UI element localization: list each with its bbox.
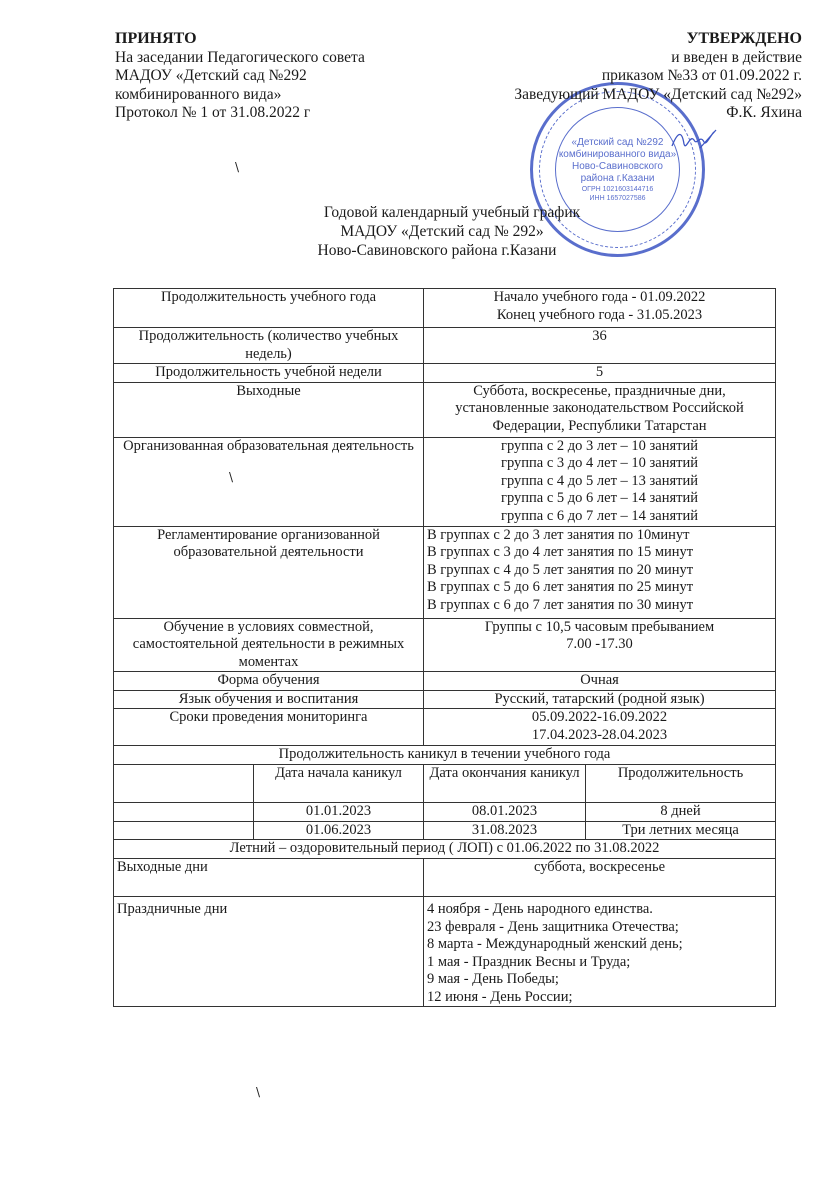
- signature-icon: [670, 126, 720, 154]
- accepted-line: Протокол № 1 от 31.08.2022 г: [115, 104, 311, 121]
- table-row: [114, 328, 776, 364]
- row-label: Выходные дни: [114, 859, 424, 897]
- approved-heading: УТВЕРЖДЕНО: [686, 30, 802, 47]
- vacation-cell: [114, 803, 254, 822]
- value-line: Конец учебного года - 31.05.2023: [496, 306, 703, 323]
- table-row: [114, 382, 776, 437]
- title-line-3: Ново-Савиновского района г.Казани: [317, 242, 557, 259]
- value-line: группа с 4 до 5 лет – 13 занятий: [501, 472, 698, 489]
- vacation-end: 08.01.2023: [424, 803, 586, 822]
- row-label: Регламентирование организованной образовательной деятельности: [114, 526, 424, 618]
- row-value: [424, 618, 776, 672]
- stamp-line: комбинированного вида»: [558, 148, 677, 160]
- value-line: Федерации, Республики Татарстан: [492, 417, 707, 434]
- vacation-row: [114, 803, 776, 822]
- stamp-line: района г.Казани: [580, 172, 655, 184]
- row-value: [424, 437, 776, 526]
- row-label: Продолжительность учебной недели: [114, 364, 424, 383]
- value-line: В группах с 4 до 5 лет занятия по 20 минут: [427, 561, 694, 578]
- value-line: 7.00 -17.30: [566, 636, 633, 652]
- value-line: группа с 2 до 3 лет – 10 занятий: [501, 437, 698, 454]
- row-label: Продолжительность (количество учебных недель): [114, 328, 424, 364]
- section-title: Летний – оздоровительный период ( ЛОП) с 01.06.2022 по 31.08.2022: [114, 840, 776, 859]
- row-value: суббота, воскресенье: [424, 859, 776, 897]
- column-header: Дата окончания каникул: [424, 765, 586, 803]
- value-line: 17.04.2023-28.04.2023: [531, 726, 668, 743]
- row-label: Продолжительность учебного года: [114, 289, 424, 328]
- holiday-line: 23 февраля - День защитника Отечества;: [427, 918, 679, 935]
- value-line: В группах с 6 до 7 лет занятия по 30 минут: [427, 596, 694, 613]
- value-line: Группы с 10,5 часовым пребыванием: [484, 618, 715, 635]
- table-row: [114, 437, 776, 526]
- approved-line: и введен в действие: [671, 48, 802, 66]
- row-value: 36: [424, 328, 776, 364]
- table-row: [114, 672, 776, 691]
- approved-line: Ф.К. Яхина: [726, 104, 802, 121]
- document-title: [0, 203, 834, 260]
- stamp-line: «Детский сад №292: [571, 136, 664, 148]
- row-label: Выходные: [114, 382, 424, 437]
- approved-line: приказом №33 от 01.09.2022 г.: [601, 67, 802, 84]
- value-line: установленные законодательством Российской: [455, 400, 744, 416]
- holiday-line: 1 мая - Праздник Весны и Труда;: [427, 953, 631, 970]
- holiday-line: 9 мая - День Победы;: [427, 971, 559, 987]
- value-line: группа с 3 до 4 лет – 10 занятий: [501, 455, 698, 471]
- title-line-2: МАДОУ «Детский сад № 292»: [340, 223, 544, 240]
- row-value: [424, 526, 776, 618]
- holiday-line: 4 ноября - День народного единства.: [427, 901, 653, 917]
- table-row: [114, 526, 776, 618]
- accepted-line: комбинированного вида»: [115, 85, 282, 103]
- approved-block: [514, 30, 802, 123]
- stamp-ogrn: ОГРН 1021603144716: [581, 185, 654, 193]
- value-line: В группах с 2 до 3 лет занятия по 10минут: [427, 526, 690, 543]
- stamp-line: Ново-Савиновского: [572, 160, 663, 172]
- table-row: [114, 859, 776, 897]
- value-line: группа с 6 до 7 лет – 14 занятий: [501, 507, 698, 524]
- table-row: [114, 364, 776, 383]
- table-row: [114, 897, 776, 1007]
- vacation-row: [114, 821, 776, 840]
- table-row: [114, 690, 776, 709]
- vacation-header-row: [114, 765, 776, 803]
- row-label: Обучение в условиях совместной, самостоятельной деятельности в режимных моментах: [114, 618, 424, 672]
- accepted-line: На заседании Педагогического совета: [115, 48, 365, 66]
- column-header: [114, 765, 254, 803]
- vacation-section-header: [114, 746, 776, 765]
- accepted-heading: ПРИНЯТО: [115, 30, 197, 47]
- row-label: Организованная образовательная деятельность: [114, 437, 424, 526]
- value-line: Суббота, воскресенье, праздничные дни,: [473, 382, 726, 399]
- value-line: Начало учебного года - 01.09.2022: [493, 289, 706, 305]
- table-row: [114, 618, 776, 672]
- row-value: [424, 289, 776, 328]
- row-label: Форма обучения: [114, 672, 424, 691]
- stamp-inn: ИНН 1657027586: [589, 194, 646, 202]
- accepted-block: [115, 30, 365, 123]
- row-value: [424, 897, 776, 1007]
- vacation-duration: Три летних месяца: [586, 821, 776, 840]
- column-header: Дата начала каникул: [254, 765, 424, 803]
- vacation-cell: [114, 821, 254, 840]
- table-row: [114, 289, 776, 328]
- vacation-duration: 8 дней: [586, 803, 776, 822]
- row-value: 5: [424, 364, 776, 383]
- row-label: Сроки проведения мониторинга: [114, 709, 424, 746]
- holiday-line: 12 июня - День России;: [427, 988, 573, 1005]
- scan-mark: \: [229, 470, 234, 484]
- summer-section-header: [114, 840, 776, 859]
- title-line-1: Годовой календарный учебный график: [323, 204, 581, 221]
- vacation-start: 01.01.2023: [254, 803, 424, 822]
- table-row: [114, 709, 776, 746]
- row-value: Русский, татарский (родной язык): [424, 690, 776, 709]
- value-line: 05.09.2022-16.09.2022: [531, 709, 668, 725]
- value-line: В группах с 3 до 4 лет занятия по 15 минут: [427, 544, 694, 560]
- vacation-start: 01.06.2023: [254, 821, 424, 840]
- vacation-end: 31.08.2023: [424, 821, 586, 840]
- approved-line: Заведующий МАДОУ «Детский сад №292»: [514, 85, 802, 103]
- scan-mark: \: [256, 1085, 261, 1099]
- section-title: Продолжительность каникул в течении учебного года: [114, 746, 776, 765]
- value-line: В группах с 5 до 6 лет занятия по 25 минут: [427, 579, 694, 595]
- row-label: Праздничные дни: [114, 897, 424, 1007]
- value-line: группа с 5 до 6 лет – 14 занятий: [501, 490, 698, 506]
- accepted-line: МАДОУ «Детский сад №292: [115, 67, 307, 84]
- row-value: [424, 709, 776, 746]
- row-value: Очная: [424, 672, 776, 691]
- row-value: [424, 382, 776, 437]
- column-header: Продолжительность: [586, 765, 776, 803]
- holiday-line: 8 марта - Международный женский день;: [427, 936, 683, 952]
- row-label: Язык обучения и воспитания: [114, 690, 424, 709]
- scan-mark: \: [235, 160, 240, 174]
- schedule-table: [113, 288, 776, 1007]
